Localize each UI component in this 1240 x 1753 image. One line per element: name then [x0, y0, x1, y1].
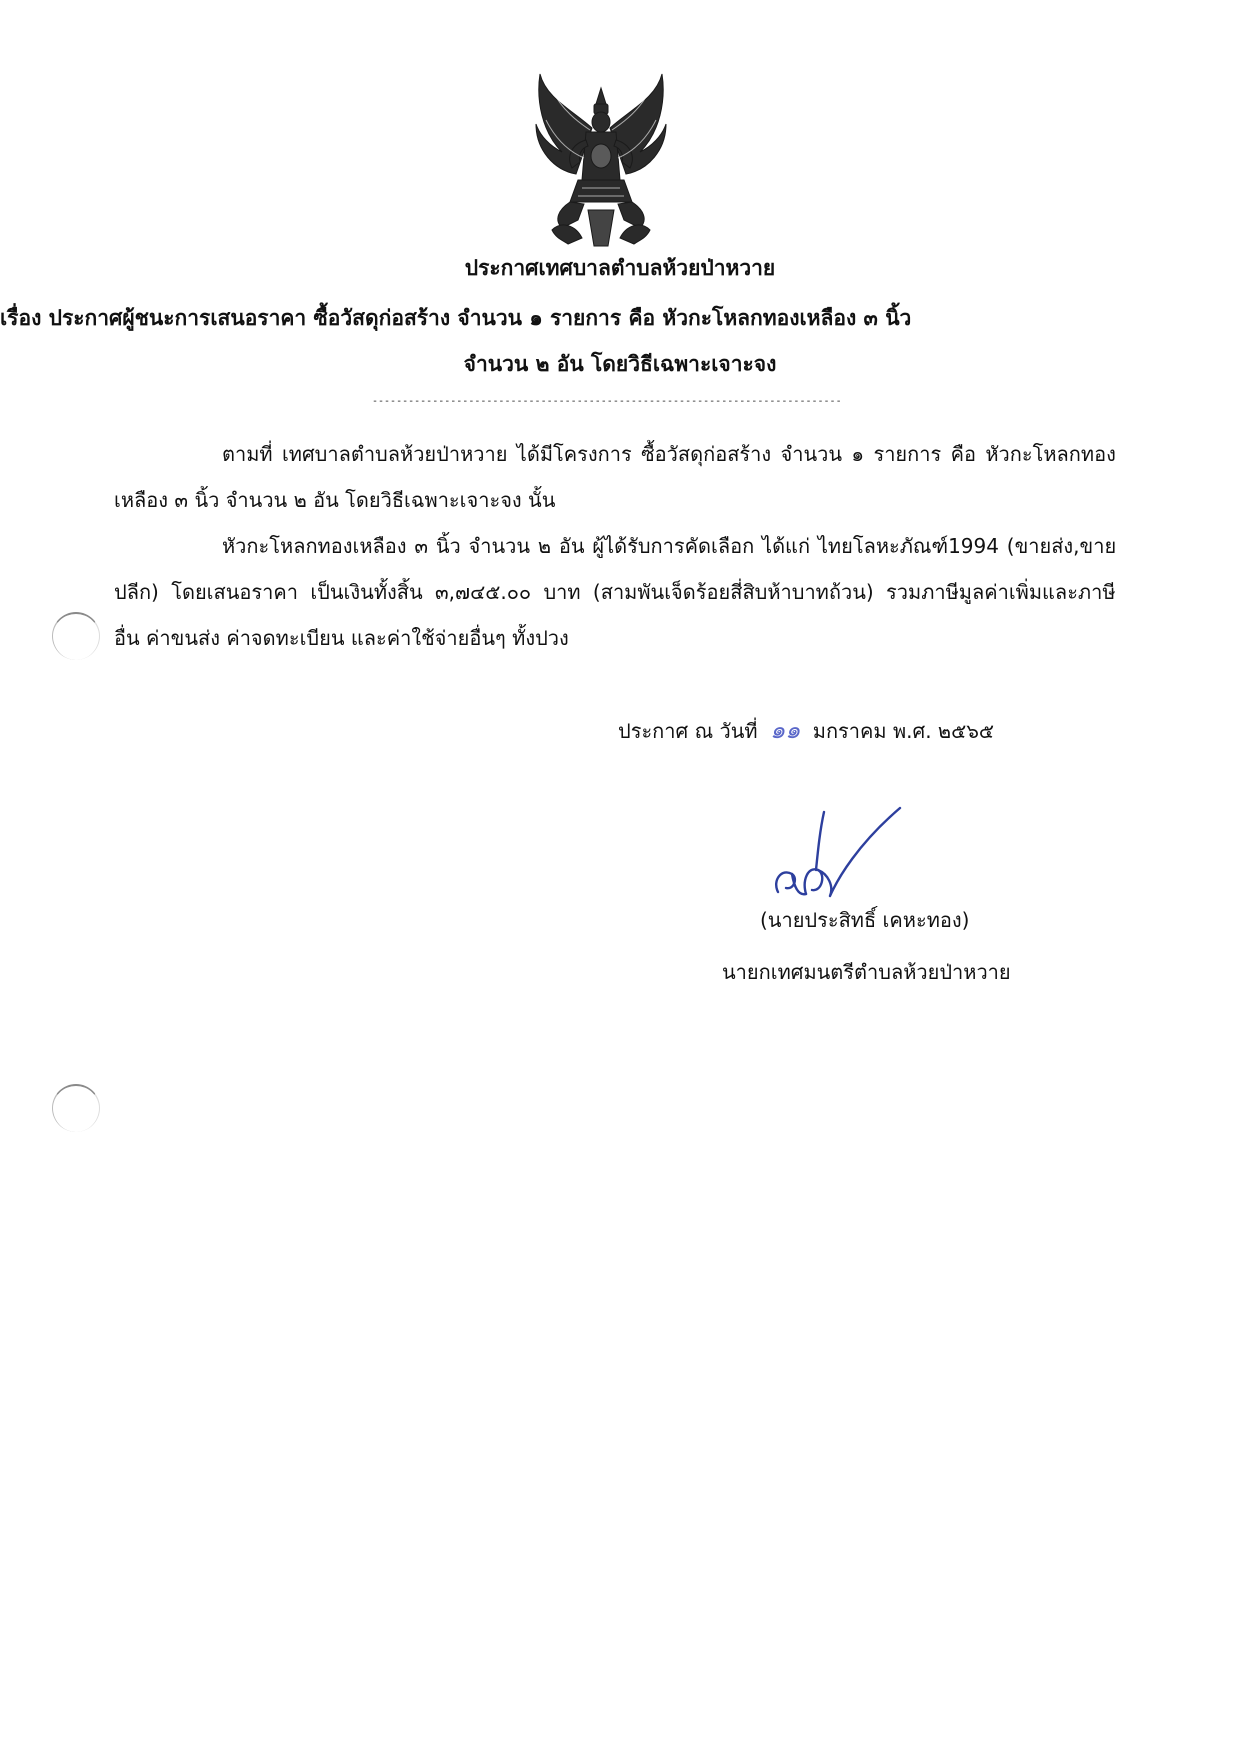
paragraph-2-line-2: ปลีก) โดยเสนอราคา เป็นเงินทั้งสิ้น ๓,๗๔๕.๐๐ บาท (สามพันเจ็ดร้อยสี่สิบห้าบาทถ้วน) รวมภาษีมูลค่าเพิ่มและภาษี — [114, 580, 1116, 604]
punch-hole-mark — [52, 1084, 100, 1132]
signature-icon — [768, 800, 918, 905]
garuda-emblem-icon — [532, 70, 670, 248]
date-month-year: มกราคม พ.ศ. ๒๕๖๕ — [812, 719, 995, 743]
separator-line: ------------------------------------------------------------------------------ — [372, 396, 842, 407]
handwritten-day: ๑๑ — [769, 716, 801, 744]
announcement-date — [618, 710, 994, 749]
punch-hole-mark — [52, 612, 100, 660]
paragraph-1-line-1: ตามที่ เทศบาลตำบลห้วยป่าหวาย ได้มีโครงการ ซื้อวัสดุก่อสร้าง จำนวน ๑ รายการ คือ หัวกะโหลกทอง — [222, 442, 1116, 466]
signer-name: (นายประสิทธิ์ เคหะทอง) — [760, 908, 970, 932]
paragraph-1-line-2: เหลือง ๓ นิ้ว จำนวน ๒ อัน โดยวิธีเฉพาะเจาะจง นั้น — [114, 488, 556, 512]
date-prefix: ประกาศ ณ วันที่ — [618, 719, 758, 743]
announcement-title: ประกาศเทศบาลตำบลห้วยป่าหวาย — [464, 256, 776, 280]
signer-position: นายกเทศมนตรีตำบลห้วยป่าหวาย — [722, 960, 1011, 984]
paragraph-2-line-1: หัวกะโหลกทองเหลือง ๓ นิ้ว จำนวน ๒ อัน ผู้ได้รับการคัดเลือก ได้แก่ ไทยโลหะภัณฑ์1994 (ขายส่ง,ขาย — [222, 534, 1117, 558]
paragraph-2-line-3: อื่น ค่าขนส่ง ค่าจดทะเบียน และค่าใช้จ่ายอื่นๆ ทั้งปวง — [114, 626, 569, 650]
subject-line-continued: จำนวน ๒ อัน โดยวิธีเฉพาะเจาะจง — [463, 352, 777, 376]
subject-line: เรื่อง ประกาศผู้ชนะการเสนอราคา ซื้อวัสดุก่อสร้าง จำนวน ๑ รายการ คือ หัวกะโหลกทองเหลือง ๓ นิ้ว — [0, 306, 912, 330]
